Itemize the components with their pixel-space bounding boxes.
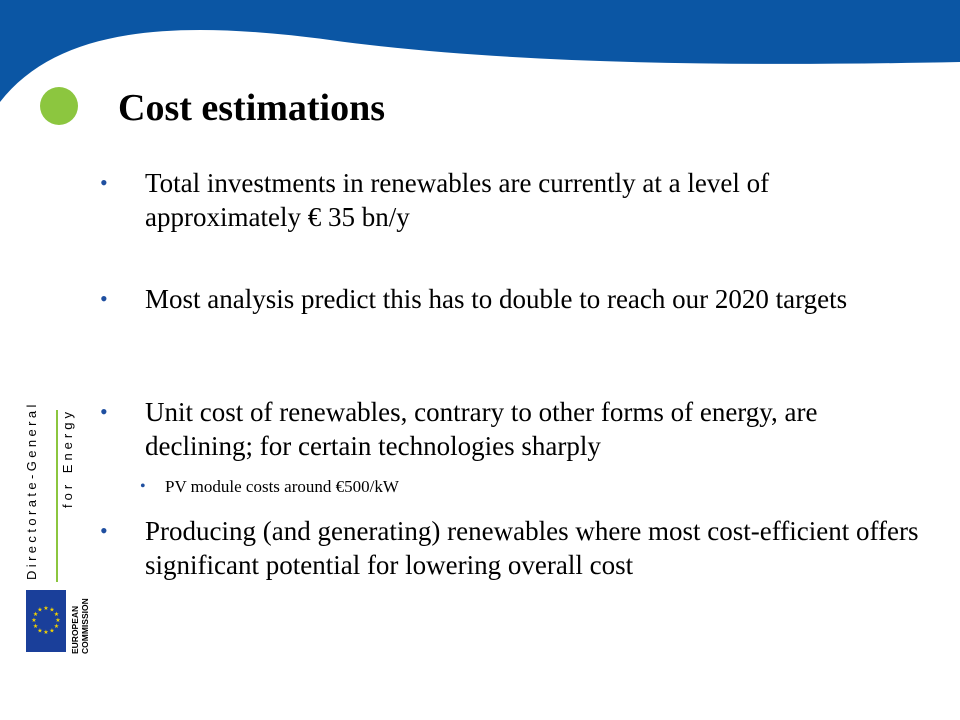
svg-text:★: ★ (31, 617, 37, 624)
ec-line-european: EUROPEAN (70, 605, 80, 654)
svg-text:★: ★ (49, 606, 55, 614)
for-energy-label: for Energy (60, 408, 75, 508)
bullet-text: Producing (and generating) renewables where most cost-efficient offers significant potential for lowering overall cost (145, 516, 919, 580)
svg-text:★: ★ (32, 623, 39, 630)
svg-text:★: ★ (37, 627, 43, 635)
slide-title: Cost estimations (118, 87, 386, 129)
bullet-text: Total investments in renewables are currently at a level of approximately € 35 bn/y (145, 168, 770, 232)
svg-text:★: ★ (32, 611, 39, 618)
eu-flag-logo (26, 590, 66, 652)
directorate-general-label: Directorate-General (24, 401, 39, 580)
brand-divider-line (56, 410, 58, 582)
svg-text:★: ★ (43, 629, 49, 636)
svg-text:★: ★ (53, 611, 60, 618)
svg-text:★: ★ (37, 606, 43, 614)
svg-text:★: ★ (43, 605, 49, 612)
title-bullet-dot (40, 87, 78, 125)
sub-bullet-text: PV module costs around €500/kW (165, 477, 399, 496)
bullet-dot: • (100, 170, 108, 195)
sub-bullet-dot: • (140, 478, 146, 495)
svg-text:★: ★ (49, 627, 55, 635)
bullet-dot: • (100, 286, 108, 311)
ec-line-commission: COMMISSION (80, 598, 90, 654)
bullet-text: Most analysis predict this has to double to reach our 2020 targets (145, 284, 848, 314)
european-commission-label (70, 598, 90, 654)
bullet-text: Unit cost of renewables, contrary to other forms of energy, are declining; for certain technologies sharply (145, 397, 818, 461)
svg-text:★: ★ (55, 617, 61, 624)
bullet-dot: • (100, 518, 108, 543)
bullet-dot: • (100, 399, 108, 424)
svg-text:★: ★ (53, 623, 60, 630)
